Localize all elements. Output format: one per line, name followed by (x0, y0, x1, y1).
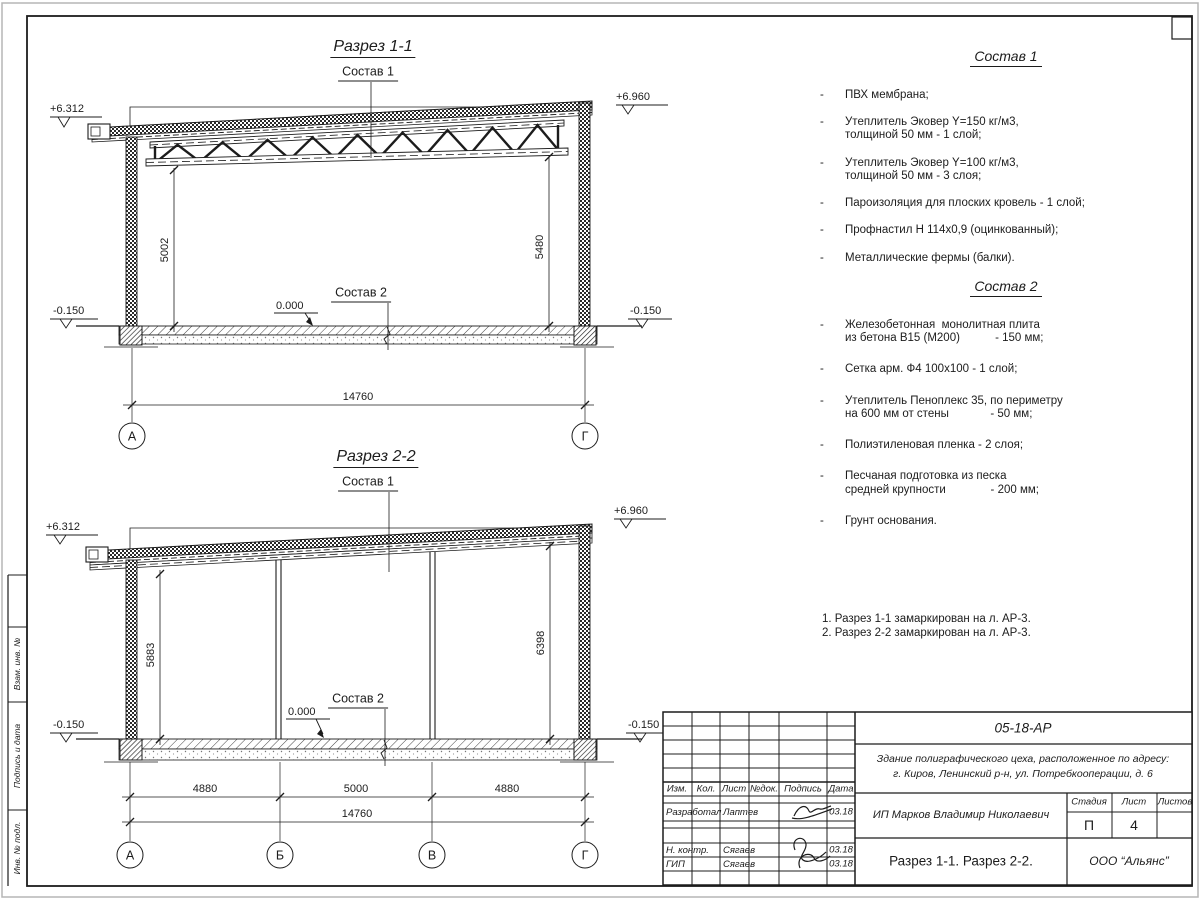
title-block-col-podpis: Подпись (784, 783, 822, 795)
list-item: - Грунт основания. (820, 514, 937, 527)
section1-elevation-right: +6.960 (616, 91, 650, 103)
list-item: - Профнастил Н 114х0,9 (оцинкованный); (820, 224, 1059, 237)
list-item: - Металлические фермы (балки). (820, 251, 1015, 264)
section1-title: Разрез 1-1 (330, 38, 415, 58)
section2-axis-v: В (419, 842, 446, 869)
signer-date: 03.18 (829, 806, 853, 818)
section2-elevation-left: +6.312 (46, 521, 80, 533)
section2-roof-assembly-label: Состав 1 (338, 475, 398, 492)
title-block-stage-label: Стадия (1071, 796, 1107, 808)
signer-role: Разработал (666, 807, 722, 818)
signer-date: 03.18 (829, 858, 853, 870)
title-block-col-list: Лист (721, 783, 747, 795)
list-item: - Утеплитель Эковер Y=150 кг/м3, толщиной 50 мм - 1 слой; (820, 116, 1019, 142)
section2-title: Разрез 2-2 (333, 448, 418, 468)
strip-label-inv-podl: Инв. № подл. (12, 821, 22, 875)
title-block-object-line2: г. Киров, Ленинский р-н, ул. Потребкооперации, д. 6 (893, 768, 1153, 780)
section2-axis-a: А (117, 842, 144, 869)
signer-date: 03.18 (829, 844, 853, 856)
title-block-sheet-value: 4 (1130, 817, 1138, 833)
section2-zero-level: 0.000 (288, 706, 316, 718)
signer-name: Лаптев (723, 807, 759, 818)
title-block-col-doc: №док. (750, 783, 778, 795)
list-item: - ПВХ мембрана; (820, 89, 929, 101)
signer-role: ГИП (666, 859, 685, 870)
section2-floor-assembly-label: Состав 2 (328, 692, 388, 709)
section1-height-dim-left: 5002 (159, 237, 171, 263)
title-block-col-data: Дата (828, 783, 854, 795)
section2-below-level-right: -0.150 (628, 719, 660, 731)
section2-axis-b: Б (267, 842, 294, 869)
section1-total-width-dim: 14760 (342, 391, 374, 403)
title-block-col-kol: Кол. (696, 783, 716, 795)
section2-total-width-dim: 14760 (341, 808, 373, 820)
section1-axis-g: Г (572, 423, 599, 450)
section1-below-level-right: -0.150 (630, 305, 662, 317)
signer-name: Сягаев (723, 845, 756, 856)
title-block-company: ООО “Альянс” (1089, 854, 1169, 868)
title-block-stage-value: П (1083, 817, 1095, 833)
signer-name: Сягаев (723, 859, 756, 870)
title-block-sheet-label: Лист (1121, 796, 1147, 808)
title-block-doc-number: 05-18-АР (994, 720, 1052, 736)
section1-height-dim-right: 5480 (534, 234, 546, 260)
notes (822, 613, 1031, 640)
list-item: - Полиэтиленовая пленка - 2 слоя; (820, 439, 1024, 452)
note-line: 1. Разрез 1-1 замаркирован на л. АР-3. (822, 613, 1031, 625)
composition2-list (820, 278, 1192, 546)
section1-zero-level: 0.000 (276, 300, 304, 312)
section1-axis-a: А (119, 423, 146, 450)
section2-elevation-right: +6.960 (614, 505, 648, 517)
section1-roof-assembly-label: Состав 1 (338, 65, 398, 82)
list-item: - Утеплитель Эковер Y=100 кг/м3, толщиной 50 мм - 3 слоя; (820, 156, 1019, 182)
list-item: - Железобетонная монолитная плита из бетона В15 (М200) - 150 мм; (820, 319, 1044, 345)
list-item: - Утеплитель Пеноплекс 35, по периметру на 600 мм от стены - 50 мм; (820, 394, 1063, 420)
title-block-col-izm: Изм. (666, 783, 688, 795)
section2-height-dim-left: 5883 (145, 642, 157, 668)
section2-height-dim-right: 6398 (535, 630, 547, 656)
title-block-sheets-label: Листов (1157, 796, 1193, 808)
title-block-drawing-title: Разрез 1-1. Разрез 2-2. (889, 853, 1033, 869)
composition1-title: Состав 1 (970, 48, 1041, 67)
composition1-list (820, 48, 1192, 279)
section2-below-level-left: -0.150 (53, 719, 85, 731)
strip-label-vzam-inv: Взам. инв. № (12, 637, 22, 691)
section2-span2-dim: 5000 (343, 783, 369, 795)
section2-axis-g: Г (572, 842, 599, 869)
title-block-client: ИП Марков Владимир Николаевич (872, 809, 1050, 821)
section1-floor-assembly-label: Состав 2 (331, 286, 391, 303)
title-block-object-line1: Здание полиграфического цеха, расположенное по адресу: (876, 753, 1170, 765)
section1-below-level-left: -0.150 (53, 305, 85, 317)
list-item: - Песчаная подготовка из песка средней крупности - 200 мм; (820, 470, 1039, 496)
list-item: - Пароизоляция для плоских кровель - 1 слой; (820, 197, 1085, 210)
section1-elevation-left: +6.312 (50, 103, 84, 115)
composition2-title: Состав 2 (970, 278, 1041, 297)
list-item: - Сетка арм. Ф4 100х100 - 1 слой; (820, 363, 1018, 376)
section2-span1-dim: 4880 (192, 783, 218, 795)
section2-span3-dim: 4880 (494, 783, 520, 795)
signer-role: Н. контр. (666, 845, 709, 856)
strip-label-podpis-data: Подпись и дата (12, 723, 22, 789)
note-line: 2. Разрез 2-2 замаркирован на л. АР-3. (822, 626, 1031, 639)
